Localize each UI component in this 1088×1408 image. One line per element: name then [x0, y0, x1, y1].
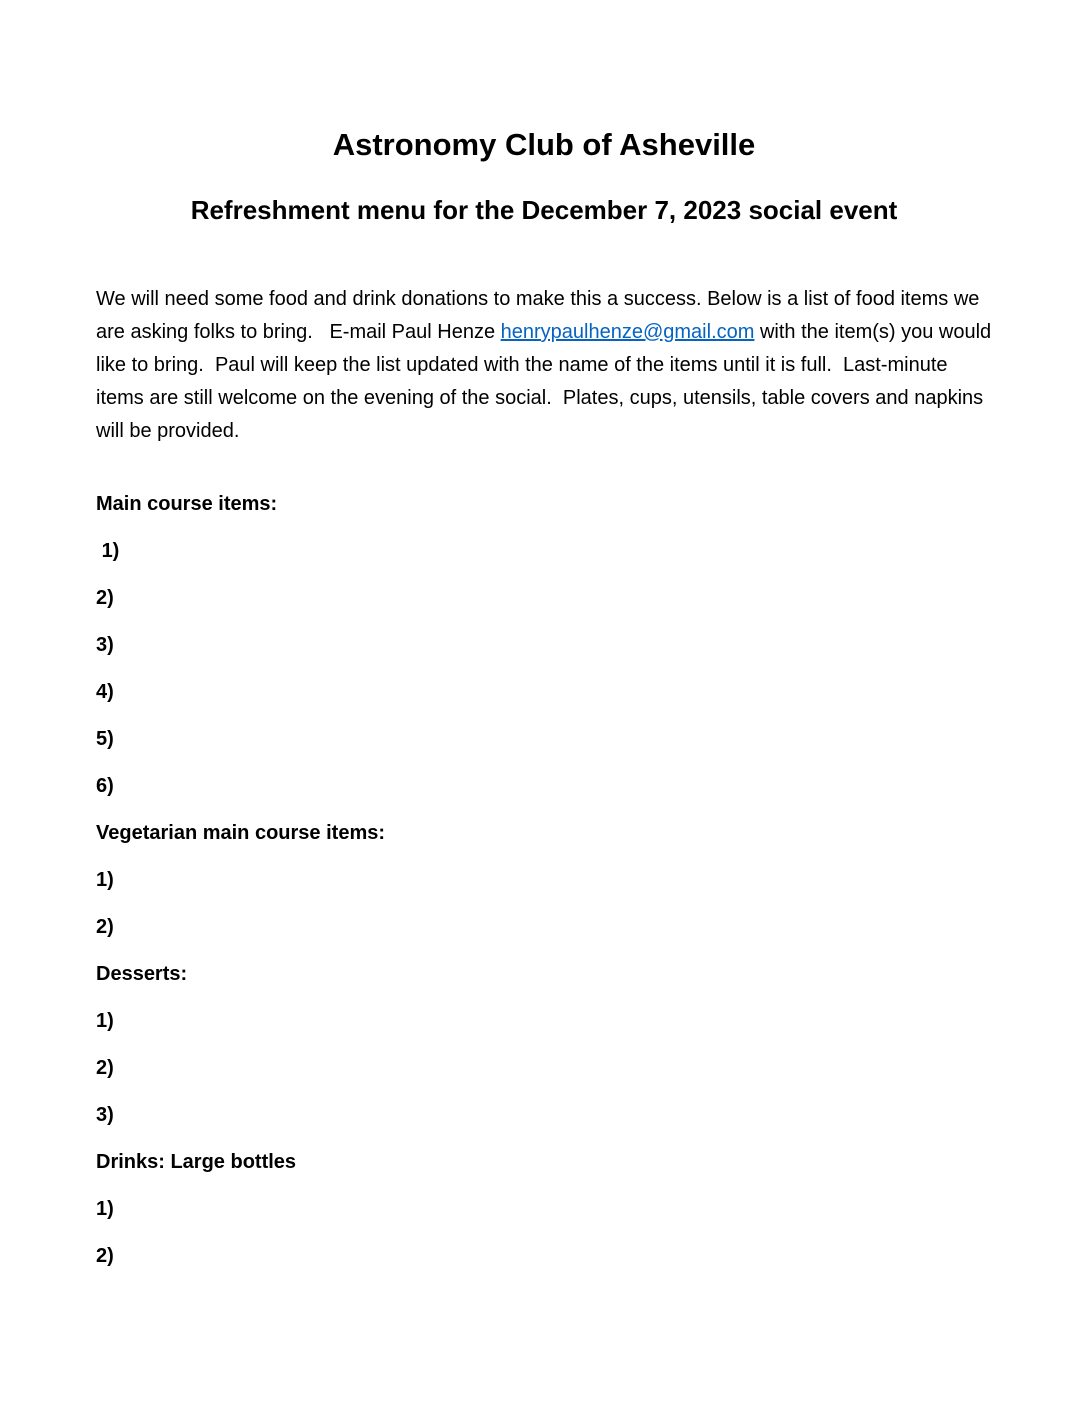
section-heading: Vegetarian main course items:	[96, 822, 386, 844]
list-item-number: 2)	[96, 1057, 114, 1079]
section-drinks	[96, 1146, 992, 1273]
list-item-number: 2)	[96, 1245, 114, 1267]
section-heading: Main course items:	[96, 493, 278, 515]
section-heading: Drinks: Large bottles	[96, 1151, 297, 1173]
list-item-number: 3)	[96, 1104, 114, 1126]
email-link[interactable]: henrypaulhenze@gmail.com	[500, 321, 755, 343]
document-content	[0, 126, 1088, 1273]
list-item-number: 6)	[96, 775, 114, 797]
section-heading: Desserts:	[96, 963, 188, 985]
intro-text-after-link: with the item(s) you would like to bring. Paul will keep the list updated with the name of the items until it is full. Last-minute items are still welcome on the evening of the social. Plates, cups, utensils, table covers and napkins will be provided.	[96, 321, 997, 442]
list-item-number: 1)	[96, 1010, 114, 1032]
intro-paragraph	[96, 283, 997, 448]
list-item-number: 5)	[96, 728, 114, 750]
list-item-number: 1)	[96, 540, 120, 562]
document-subtitle: Refreshment menu for the December 7, 2023 social event	[190, 195, 898, 225]
section-main-course	[96, 488, 992, 803]
list-item-number: 1)	[96, 869, 114, 891]
section-vegetarian-main-course	[96, 817, 992, 944]
list-item-number: 1)	[96, 1198, 114, 1220]
list-item-number: 2)	[96, 587, 114, 609]
list-item-number: 3)	[96, 634, 114, 656]
menu-sections	[96, 488, 992, 1273]
intro-text-before-link: We will need some food and drink donations to make this a success. Below is a list of food items we are asking folks to bring. E-mail Paul Henze	[96, 288, 985, 343]
list-item-number: 4)	[96, 681, 114, 703]
document-title: Astronomy Club of Asheville	[332, 127, 756, 162]
list-item-number: 2)	[96, 916, 114, 938]
section-desserts	[96, 958, 992, 1132]
